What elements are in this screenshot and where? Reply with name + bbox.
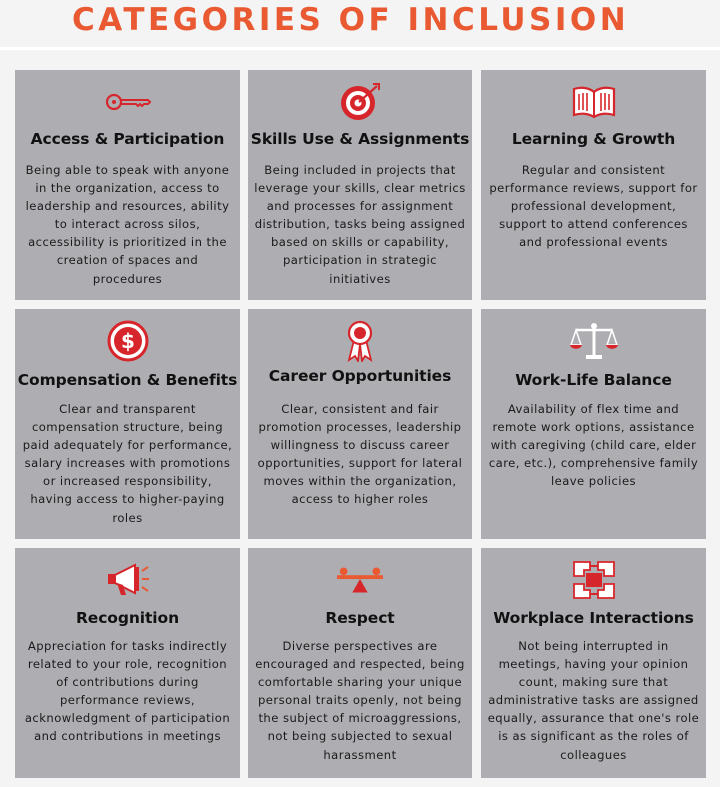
card-respect: [248, 548, 472, 778]
card-description: Clear, consistent and fair promotion processes, leadership willingness to discuss career opportunities, support for lateral moves within the organization, access to higher roles: [257, 402, 463, 507]
key-icon: [104, 82, 152, 122]
card-title: Work-Life Balance: [515, 371, 672, 389]
card-description: Appreciation for tasks indirectly related to your role, recognition of contributions during performance reviews, acknowledgment of participation and contributions in meetings: [24, 639, 231, 744]
award-ribbon-icon: [336, 321, 384, 361]
dollar-coin-icon: [104, 321, 152, 361]
card-description: Being able to speak with anyone in the organization, access to leadership and resources, ability to interact across silos, accessibility is prioritized in the creation of spaces and procedures: [25, 163, 230, 286]
megaphone-icon: [104, 560, 152, 600]
card-title: Recognition: [75, 609, 180, 627]
card-title: Career Opportunities: [268, 367, 452, 385]
svg-text:$: $: [120, 329, 135, 353]
card-title: Respect: [325, 609, 395, 627]
card-title: Access & Participation: [30, 130, 225, 148]
card-workplace-interactions: [481, 548, 706, 778]
card-title: Compensation & Benefits: [17, 371, 238, 389]
card-recognition: [15, 548, 240, 778]
page-title: CATEGORIES OF INCLUSION: [72, 2, 630, 38]
title-divider: [0, 47, 720, 50]
card-access-participation: [15, 70, 240, 300]
card-description: Availability of flex time and remote work options, assistance with caregiving (child care, elder care, etc.), comprehensive family leave policies: [488, 402, 699, 489]
card-work-life-balance: [481, 309, 706, 539]
balance-scale-icon: [570, 321, 618, 361]
card-description: Regular and consistent performance reviews, support for professional development, support to attend conferences and professional events: [489, 163, 698, 250]
card-title: Learning & Growth: [511, 130, 676, 148]
card-career-opportunities: [248, 309, 472, 539]
open-book-icon: [570, 82, 618, 122]
card-title: Workplace Interactions: [493, 609, 694, 627]
card-skills-assignments: [248, 70, 472, 300]
target-icon: [336, 82, 384, 122]
card-description: Diverse perspectives are encouraged and respected, being comfortable sharing your unique personal traits openly, not being the subject of microaggressions, not being subjected to sexual harassment: [255, 639, 465, 762]
card-title: Skills Use & Assignments: [250, 130, 470, 148]
seesaw-icon: [336, 560, 384, 600]
hands-puzzle-icon: [570, 560, 618, 600]
card-description: Not being interrupted in meetings, having your opinion count, making sure that administrative tasks are assigned equally, assurance that one's role is as significant as the roles of colleagues: [487, 639, 700, 762]
card-learning-growth: [481, 70, 706, 300]
card-compensation-benefits: [15, 309, 240, 539]
card-description: Being included in projects that leverage your skills, clear metrics and processes for assignment distribution, tasks being assigned based on skills or capability, participation in strategic initiatives: [254, 163, 466, 286]
card-description: Clear and transparent compensation structure, being paid adequately for performance, salary increases with promotions or increased responsibility, having access to higher-paying roles: [22, 402, 233, 525]
